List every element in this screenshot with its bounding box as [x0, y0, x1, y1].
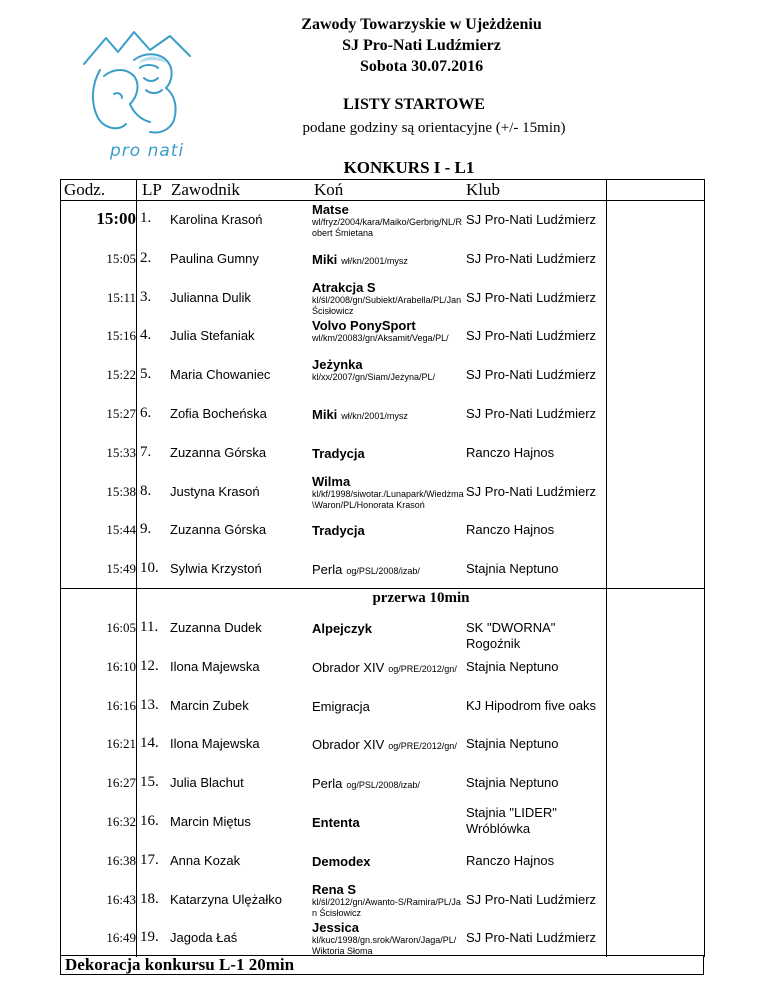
table-row: [60, 200, 704, 239]
club-name: SJ Pro-Nati Ludźmierz: [466, 483, 597, 499]
table-row: [60, 549, 704, 588]
horse-cell: [312, 280, 464, 317]
start-number: 13.: [140, 696, 159, 713]
start-time: 15:49: [106, 561, 136, 577]
horse-cell: [312, 775, 464, 793]
club-name: KJ Hipodrom five oaks: [466, 697, 597, 713]
club-name: SJ Pro-Nati Ludźmierz: [466, 367, 597, 383]
horse-cell: [312, 920, 464, 957]
start-number: 10.: [140, 560, 159, 577]
club-name: SK "DWORNA" Rogoźnik: [466, 620, 556, 651]
rider-name: Ilona Majewska: [170, 658, 260, 674]
table-vertical-rule: [136, 179, 137, 957]
horse-cell: [312, 474, 464, 511]
table-vertical-rule: [60, 179, 61, 957]
horse-cell: [312, 318, 464, 344]
competition-title: KONKURS I - L1: [343, 158, 475, 177]
horse-cell: [312, 620, 464, 638]
table-row: [60, 394, 704, 433]
horse-cell: [312, 406, 464, 424]
rider-name: Anna Kozak: [170, 852, 241, 868]
start-time: 16:10: [106, 658, 136, 674]
club-name: Ranczo Hajnos: [466, 852, 555, 868]
horse-name: Atrakcja S: [312, 279, 376, 295]
rider-name: Paulina Gumny: [170, 250, 259, 266]
start-number: 1.: [140, 210, 152, 226]
club-name: Stajnia "LIDER" Wróblówka: [466, 805, 557, 836]
club-name: Ranczo Hajnos: [466, 522, 555, 538]
horse-name: Jessica: [312, 920, 359, 936]
start-number: 3.: [140, 288, 152, 305]
table-row: [60, 686, 704, 725]
start-lists-title: LISTY STARTOWE: [343, 96, 485, 113]
horse-description: og/PSL/2008/izab/: [346, 780, 420, 791]
start-time: 16:05: [106, 620, 136, 635]
start-time: 16:43: [106, 891, 136, 907]
club-name: Ranczo Hajnos: [466, 444, 555, 460]
start-number: 14.: [140, 735, 159, 752]
start-number: 12.: [140, 657, 159, 674]
horse-name: Perla: [312, 776, 343, 792]
table-row: [60, 433, 704, 472]
horse-description: wl/fryz/2004/kara/Maiko/Gerbrig/NL/Robert Śmietana: [312, 217, 463, 238]
event-title: Zawody Towarzyskie w Ujeżdżeniu: [301, 16, 542, 33]
start-time: 15:16: [106, 328, 136, 344]
table-row: [60, 355, 704, 394]
rider-name: Sylwia Krzystoń: [170, 561, 262, 577]
club-name: SJ Pro-Nati Ludźmierz: [466, 328, 597, 344]
table-row: [60, 918, 704, 957]
start-time: 15:22: [106, 367, 136, 383]
start-time: 15:11: [106, 289, 136, 305]
rider-name: Zuzanna Dudek: [170, 620, 262, 635]
club-name: Stajnia Neptuno: [466, 775, 559, 791]
club-name: SJ Pro-Nati Ludźmierz: [466, 891, 597, 907]
horse-cell: [312, 698, 464, 716]
start-time: 16:38: [106, 852, 136, 868]
table-header: [60, 179, 704, 201]
horse-name: Obrador XIV: [312, 659, 385, 675]
event-organizer: SJ Pro-Nati Ludźmierz: [342, 37, 501, 54]
start-time: 16:49: [106, 930, 136, 946]
event-date: Sobota 30.07.2016: [359, 58, 484, 75]
start-number: 8.: [140, 482, 152, 499]
start-number: 15.: [140, 774, 159, 791]
horse-cell: [312, 445, 464, 463]
horse-name: Matse: [312, 202, 349, 217]
start-time: 15:38: [106, 483, 136, 499]
rider-name: Marcin Zubek: [170, 697, 249, 713]
club-name: Stajnia Neptuno: [466, 736, 559, 752]
horse-name: Ententa: [312, 815, 360, 830]
horse-description: og/PRE/2012/gn/: [388, 741, 457, 752]
table-row: [60, 510, 704, 549]
pro-nati-logo: [74, 24, 224, 164]
horse-cell: [312, 736, 464, 754]
start-number: 7.: [140, 443, 152, 460]
club-name: SJ Pro-Nati Ludźmierz: [466, 212, 597, 227]
start-time: 15:44: [106, 522, 136, 538]
table-row: [60, 608, 704, 651]
decoration-note: Dekoracja konkursu L-1 20min: [60, 955, 704, 975]
table-row: [60, 724, 704, 763]
horse-description: wl/km/20083/gn/Aksamit/Vega/PL/: [312, 333, 449, 344]
horse-description: wł/kn/2001/mysz: [341, 255, 408, 266]
rider-name: Marcin Miętus: [170, 814, 251, 829]
table-row: [60, 802, 704, 841]
horse-cell: [312, 561, 464, 579]
horse-cell: [312, 522, 464, 540]
start-number: 4.: [140, 327, 152, 344]
start-time: 16:27: [106, 775, 136, 791]
club-name: Stajnia Neptuno: [466, 658, 559, 674]
horse-name: Wilma: [312, 473, 351, 489]
start-number: 5.: [140, 366, 152, 383]
col-rider: Zawodnik: [171, 180, 240, 199]
club-name: SJ Pro-Nati Ludźmierz: [466, 930, 597, 946]
rider-name: Ilona Majewska: [170, 736, 260, 752]
horse-name: Tradycja: [312, 523, 365, 539]
col-club: Klub: [466, 180, 500, 199]
horse-name: Demodex: [312, 853, 371, 869]
table-row: [60, 239, 704, 278]
start-number: 9.: [140, 521, 152, 538]
horse-description: kl/śl/2012/gn/Awanto-S/Ramira/PL/Jan Ścisłowicz: [312, 896, 461, 918]
horse-cell: [312, 251, 464, 269]
start-number: 17.: [140, 851, 159, 868]
table-row: [60, 647, 704, 686]
logo-text: pro nati: [110, 141, 185, 161]
table-row: [60, 316, 704, 355]
start-time: 16:16: [106, 697, 136, 713]
table-row: [60, 841, 704, 880]
rider-name: Karolina Krasoń: [170, 212, 263, 227]
rider-name: Zuzanna Górska: [170, 444, 267, 460]
table-row: [60, 880, 704, 919]
start-time: 15:05: [106, 250, 136, 266]
rider-name: Justyna Krasoń: [170, 483, 260, 499]
start-time: 15:27: [106, 406, 136, 421]
start-number: 11.: [140, 619, 159, 635]
break-label: przerwa 10min: [372, 590, 470, 606]
club-name: SJ Pro-Nati Ludźmierz: [466, 289, 597, 305]
table-row: [60, 472, 704, 511]
horse-description: kl/xx/2007/gn/Siam/Jeżyna/PL/: [312, 372, 436, 383]
horse-cell: [312, 202, 464, 239]
horse-cell: [312, 659, 464, 677]
start-number: 19.: [140, 929, 159, 946]
horse-name: Jeżynka: [312, 357, 363, 373]
horse-cell: [312, 814, 464, 832]
table-vertical-rule: [606, 179, 607, 957]
horse-name: Tradycja: [312, 445, 365, 461]
start-number: 6.: [140, 405, 152, 421]
rider-name: Jagoda Łaś: [170, 930, 238, 946]
table-row: [60, 278, 704, 317]
horse-name: Obrador XIV: [312, 737, 385, 753]
horse-cell: [312, 882, 464, 919]
break-separator: [60, 588, 704, 589]
col-horse: Koń: [314, 180, 344, 199]
start-time: 15:33: [106, 444, 136, 460]
start-time: 15:00: [96, 209, 136, 228]
horse-name: Miki: [312, 251, 338, 267]
start-number: 16.: [140, 813, 159, 829]
table-row: [60, 763, 704, 802]
club-name: SJ Pro-Nati Ludźmierz: [466, 406, 597, 421]
club-name: Stajnia Neptuno: [466, 561, 559, 577]
horse-description: kl/śl/2008/gn/Subiekt/Arabella/PL/Jan Ścisłowicz: [312, 294, 462, 316]
horse-description: og/PSL/2008/izab/: [346, 566, 420, 577]
start-number: 18.: [140, 890, 159, 907]
horse-name: Rena S: [312, 881, 357, 897]
horse-name: Miki: [312, 407, 338, 422]
start-number: 2.: [140, 249, 152, 266]
rider-name: Julia Blachut: [170, 775, 244, 791]
table-vertical-rule: [704, 179, 705, 957]
horse-description: wł/kn/2001/mysz: [341, 411, 408, 421]
rider-name: Zofia Bocheńska: [170, 406, 267, 421]
horse-name: Volvo PonySport: [312, 318, 416, 334]
rider-name: Zuzanna Górska: [170, 522, 267, 538]
rider-name: Julia Stefaniak: [170, 328, 255, 344]
club-name: SJ Pro-Nati Ludźmierz: [466, 250, 597, 266]
rider-name: Katarzyna Ulężałko: [170, 891, 282, 907]
horse-description: kl/kf/1998/siwotar./Lunapark/Wiedżma\Waron/PL/Honorata Krasoń: [312, 488, 464, 510]
horse-name: Perla: [312, 562, 343, 578]
rider-name: Julianna Dulik: [170, 289, 251, 305]
time-note: podane godziny są orientacyjne (+/- 15min): [302, 120, 566, 136]
col-lp: LP: [142, 180, 162, 199]
horse-description: kl/kuc/1998/gn.srok/Waron/Jaga/PL/Wiktoria Słoma: [312, 935, 457, 957]
start-time: 16:32: [106, 814, 136, 829]
start-time: 16:21: [106, 736, 136, 752]
horse-description: og/PRE/2012/gn/: [388, 663, 457, 674]
horse-cell: [312, 853, 464, 871]
col-time: Godz.: [64, 180, 106, 199]
horse-name: Emigracja: [312, 698, 370, 714]
rider-name: Maria Chowaniec: [170, 367, 271, 383]
horse-name: Alpejczyk: [312, 621, 372, 636]
horse-cell: [312, 357, 464, 383]
